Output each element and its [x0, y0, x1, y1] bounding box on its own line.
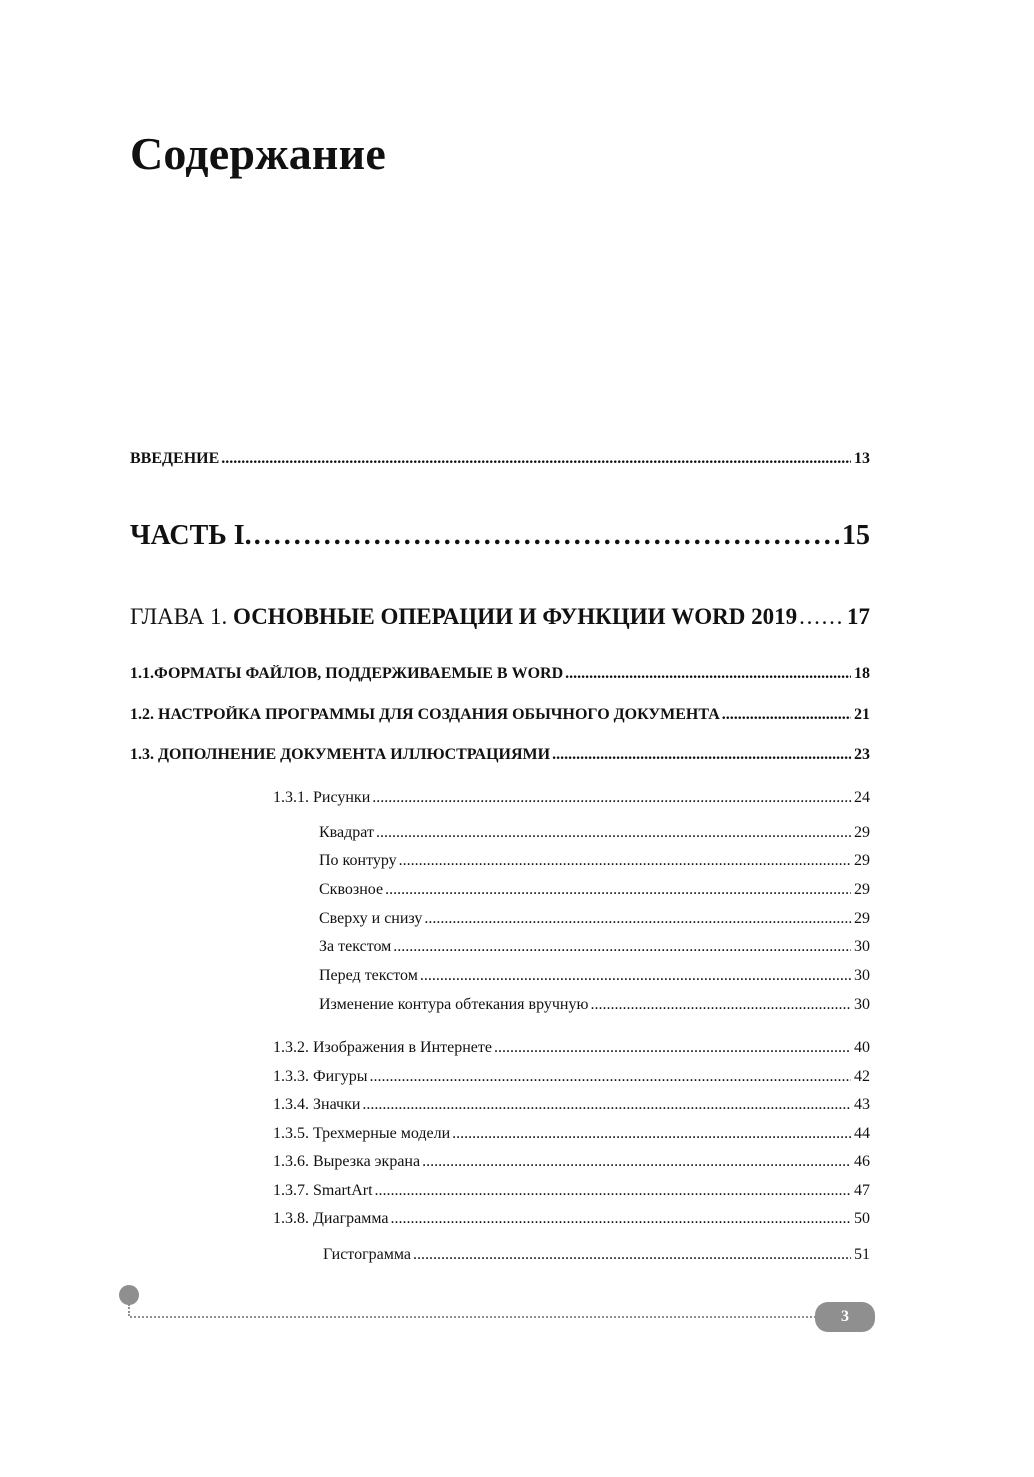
- toc-entry-part[interactable]: [130, 520, 870, 556]
- toc-entry-item[interactable]: [319, 852, 870, 874]
- dot-leader: [590, 996, 851, 1014]
- page-number-badge: 3: [815, 1302, 875, 1332]
- toc-entry-page: 17: [847, 604, 870, 629]
- toc-entry-section[interactable]: [130, 746, 870, 768]
- toc-entry-label: 1.3.3. Фигуры: [273, 1068, 368, 1085]
- dot-leader: [722, 706, 851, 724]
- toc-entry-label: Изменение контура обтекания вручную: [319, 996, 589, 1013]
- toc-entry-page: 15: [842, 520, 870, 551]
- toc-entry-label: За текстом: [319, 938, 392, 955]
- toc-entry-page: 30: [854, 996, 870, 1013]
- dot-leader: [413, 1246, 851, 1264]
- dot-leader: [424, 910, 851, 928]
- toc-entry-subsection[interactable]: [273, 1125, 870, 1147]
- footer-dotted-line: [130, 1316, 820, 1318]
- dot-leader: [372, 789, 851, 807]
- dot-leader: [452, 1125, 851, 1143]
- toc-entry-label: 1.3.4. Значки: [273, 1096, 361, 1113]
- toc-entry-label: 1.3.1. Рисунки: [273, 789, 371, 806]
- toc-entry-label: Сверху и снизу: [319, 910, 423, 927]
- dot-leader: [393, 938, 851, 956]
- toc-entry-chapter[interactable]: [130, 604, 870, 634]
- toc-entry-page: 40: [854, 1039, 870, 1056]
- toc-entry-item[interactable]: [319, 967, 870, 989]
- toc-entry-section[interactable]: [130, 706, 870, 728]
- dot-leader: [390, 1210, 851, 1228]
- toc-entry-label: По контуру: [319, 852, 397, 869]
- toc-entry-page: 50: [854, 1210, 870, 1227]
- chapter-prefix: ГЛАВА 1.: [130, 604, 228, 629]
- toc-entry-page: 29: [854, 881, 870, 898]
- toc-entry-subsection[interactable]: [273, 1182, 870, 1204]
- toc-entry-item[interactable]: [323, 1246, 870, 1268]
- toc-entry-subsection[interactable]: [273, 1068, 870, 1090]
- toc-entry-label: 1.2. НАСТРОЙКА ПРОГРАММЫ ДЛЯ СОЗДАНИЯ ОБЫЧНОГО ДОКУМЕНТА: [130, 706, 720, 723]
- toc-entry-subsection[interactable]: [273, 1153, 870, 1175]
- footer-vertical-dotted-line: [128, 1304, 130, 1316]
- dot-leader: [375, 1182, 851, 1200]
- dot-leader: [362, 1096, 851, 1114]
- toc-entry-intro[interactable]: [130, 450, 870, 472]
- toc-entry-page: 51: [854, 1246, 870, 1263]
- dot-leader: [254, 520, 839, 552]
- toc-entry-page: 30: [854, 967, 870, 984]
- dot-leader: [370, 1068, 851, 1086]
- toc-entry-page: 44: [854, 1125, 870, 1142]
- toc-entry-label: Сквозное: [319, 881, 384, 898]
- toc-entry-section[interactable]: [130, 665, 870, 687]
- dot-leader: [799, 604, 844, 630]
- toc-entry-page: 29: [854, 910, 870, 927]
- toc-entry-label: 1.3.7. SmartArt: [273, 1182, 373, 1199]
- toc-entry-page: 13: [854, 450, 870, 467]
- page-title: Содержание: [130, 128, 386, 179]
- toc-entry-subsection[interactable]: [273, 789, 870, 811]
- toc-entry-page: 29: [854, 852, 870, 869]
- toc-entry-label: 1.1.ФОРМАТЫ ФАЙЛОВ, ПОДДЕРЖИВАЕМЫЕ В WORD: [130, 665, 564, 682]
- toc-entry-subsection[interactable]: [273, 1039, 870, 1061]
- toc-entry-page: 18: [854, 665, 870, 682]
- dot-leader: [385, 881, 851, 899]
- toc-entry-label: Квадрат: [319, 824, 374, 841]
- toc-entry-label: 1.3.8. Диаграмма: [273, 1210, 389, 1227]
- toc-entry-item[interactable]: [319, 910, 870, 932]
- toc-entry-page: 30: [854, 938, 870, 955]
- toc-entry-item[interactable]: [319, 996, 870, 1018]
- dot-leader: [565, 665, 851, 683]
- dot-leader: [494, 1039, 851, 1057]
- dot-leader: [420, 967, 851, 985]
- dot-leader: [422, 1153, 851, 1171]
- toc-entry-page: 43: [854, 1096, 870, 1113]
- footer-circle-ornament: [119, 1285, 139, 1305]
- toc-entry-page: 46: [854, 1153, 870, 1170]
- toc-entry-label: ЧАСТЬ I.: [130, 520, 252, 551]
- toc-entry-page: 42: [854, 1068, 870, 1085]
- toc-entry-label: Перед текстом: [319, 967, 418, 984]
- dot-leader: [221, 450, 851, 468]
- dot-leader: [376, 824, 851, 842]
- toc-entry-label: 1.3. ДОПОЛНЕНИЕ ДОКУМЕНТА ИЛЛЮСТРАЦИЯМИ: [130, 746, 551, 763]
- toc-entry-page: 24: [854, 789, 870, 806]
- toc-entry-label: 1.3.2. Изображения в Интернете: [273, 1039, 492, 1056]
- toc-entry-label: Гистограмма: [323, 1246, 411, 1263]
- toc-entry-label: 1.3.5. Трехмерные модели: [273, 1125, 451, 1142]
- toc-entry-label: ВВЕДЕНИЕ: [130, 450, 220, 467]
- toc-entry-item[interactable]: [319, 824, 870, 846]
- dot-leader: [399, 852, 851, 870]
- toc-entry-page: 23: [854, 746, 870, 763]
- toc-entry-page: 29: [854, 824, 870, 841]
- toc-entry-label: [130, 604, 797, 630]
- dot-leader: [552, 746, 851, 764]
- toc-entry-page: 47: [854, 1182, 870, 1199]
- toc-entry-item[interactable]: [319, 938, 870, 960]
- toc-entry-page: 21: [854, 706, 870, 723]
- toc-entry-item[interactable]: [319, 881, 870, 903]
- toc-entry-subsection[interactable]: [273, 1210, 870, 1232]
- chapter-name: ОСНОВНЫЕ ОПЕРАЦИИ И ФУНКЦИИ WORD 2019: [233, 604, 798, 629]
- toc-entry-subsection[interactable]: [273, 1096, 870, 1118]
- toc-entry-label: 1.3.6. Вырезка экрана: [273, 1153, 421, 1170]
